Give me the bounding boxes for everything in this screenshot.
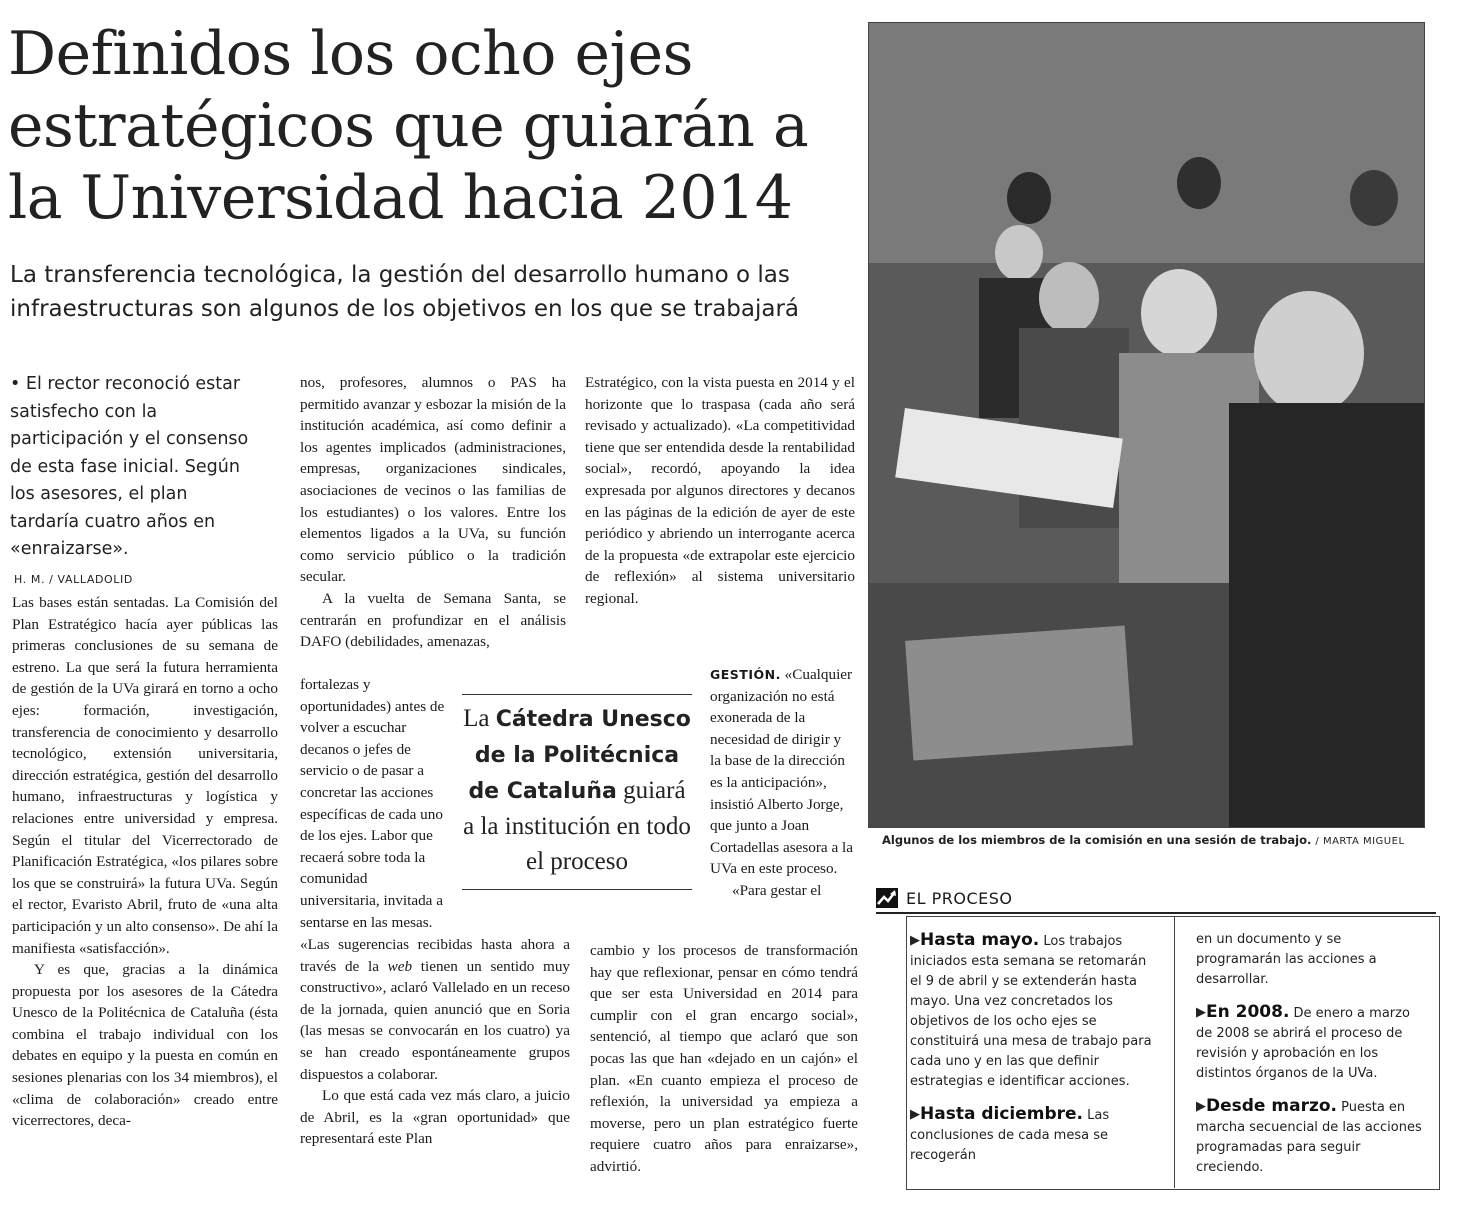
article-column-3-upper — [585, 372, 855, 610]
sidebar-column-right — [1196, 930, 1428, 1190]
web-word: web — [387, 957, 413, 975]
article-column-3-narrow — [710, 664, 855, 902]
arrow-right-icon: ▶ — [1196, 1005, 1206, 1020]
sidebar-header — [876, 888, 1436, 914]
timeline-item — [910, 930, 1160, 1092]
summary-bullet: • El rector reconoció estar satisfecho con la participación y el consenso de esta fase inicial. Según los asesores, el plan tardaría cuatro años en «enraizarse». — [10, 374, 249, 559]
meeting-photo — [868, 22, 1425, 828]
paragraph: Y es que, gracias a la dinámica propuesta por los asesores de la Cátedra Unesco de la Politécnica de Cataluña (ésta combina el trabajo individual con los debates en equipo y la puesta en común en sesiones plenarias con los 34 miembros), el «clima de colaboración» creado entre vicerrectores, deca- — [12, 961, 278, 1130]
timeline-item — [910, 1104, 1160, 1166]
article-column-1 — [12, 592, 278, 1132]
article-column-2-lower — [300, 934, 570, 1150]
timeline-item-text: Los trabajos iniciados esta semana se retomarán el 9 de abril y se extenderán hasta mayo. Una vez concretados los objetivos de los ocho ejes se constituirá una mesa de trabajo para cada uno y en las que definir estrategias e identificar acciones. — [910, 934, 1152, 1089]
byline: H. M. / VALLADOLID — [14, 573, 133, 586]
pull-quote-post: guiará a la institución en todo el proceso — [463, 777, 691, 875]
caption-text: Algunos de los miembros de la comisión en una sesión de trabajo. — [882, 833, 1312, 847]
text-run: tienen un sentido muy constructivo», aclaró Vallelado en un receso de la jornada, quien anunció que en Soria (las mesas se convocarán en los cuatro) ya se han creado espontáneamente grupos dispuestos a colaborar. — [300, 957, 571, 1083]
timeline-item-title: Hasta mayo. — [920, 930, 1040, 950]
timeline-item-title: Desde marzo. — [1206, 1096, 1337, 1116]
photo-illustration — [869, 23, 1424, 827]
article-column-2-upper — [300, 372, 566, 653]
divider — [1174, 916, 1175, 1188]
timeline-item — [1196, 1096, 1428, 1178]
paragraph: A la vuelta de Semana Santa, se centrarán en profundizar en el análisis DAFO (debilidades, amenazas, — [300, 589, 566, 651]
paragraph: Las bases están sentadas. La Comisión del Plan Estratégico hacía ayer públicas las primeras conclusiones de su semana de estreno. La que será la futura herramienta de gestión de la UVa girará en torno a ocho ejes: formación, investigación, transferencia de conocimiento y desarrollo tecnológico, extensión universitaria, dirección estratégica, gestión del desarrollo humano, infraestructuras y logística y relaciones entre universidad y empresa. Según el titular del Vicerrectorado de Planificación Estratégica, «los pilares sobre los que se construirá» la futura UVa. Según el rector, Evaristo Abril, fruto de «una alta participación y un alto consenso». De ahí la manifiesta «satisfacción». — [12, 594, 278, 957]
sidebar-title: EL PROCESO — [906, 889, 1013, 908]
paragraph: nos, profesores, alumnos o PAS ha permitido avanzar y esbozar la misión de la institución académica, así como definir a los agentes implicados (administraciones, empresas, organizaciones sindicales, asociaciones de vecinos o las familias de los estudiantes) o los valores. Entre los elementos ligados a la UVa, su función como servicio público o la tradición secular. — [300, 374, 566, 586]
paragraph: cambio y los procesos de transformación hay que reflexionar, pensar en cómo tendrá que ser esta Universidad en 2014 para cumplir con el gran encargo social», sentenció, al tiempo que aclaró que son pocas las que han «dejado en un cajón» el plan. «En cuanto empieza el proceso de reflexión, la universidad ya empieza a moverse, pero un plan estratégico fuerte requiere cuatro años para enraizarse», advirtió. — [590, 942, 858, 1175]
paragraph: fortalezas y oportunidades) antes de volver a escuchar decanos o jefes de servicio o de pasar a concretar las acciones específicas de cada uno de los ejes. Labor que recaerá sobre toda la comunidad universitaria, invitada a sentarse en las mesas. — [300, 676, 445, 931]
article-column-2-narrow — [300, 674, 450, 933]
timeline-item-text: Las conclusiones de cada mesa se recogerán — [910, 1108, 1110, 1163]
arrow-right-icon: ▶ — [910, 1107, 920, 1122]
pull-quote-bold: Cátedra Unesco de la Politécnica de Cataluña — [468, 707, 691, 804]
text-run: «Las sugerencias recibidas hasta ahora a través de la — [300, 936, 570, 975]
paragraph: Lo que está cada vez más claro, a juicio de Abril, es la «gran oportunidad» que representará este Plan — [300, 1087, 570, 1148]
timeline-item-continuation: en un documento y se programarán las acciones a desarrollar. — [1196, 932, 1377, 987]
timeline-item — [1196, 1002, 1428, 1084]
photo-caption — [882, 833, 1442, 847]
pull-quote — [462, 694, 692, 890]
paragraph — [710, 664, 855, 880]
sidebar-column-left — [910, 930, 1160, 1178]
article-column-3-lower — [590, 940, 858, 1178]
timeline-item-title: En 2008. — [1206, 1002, 1290, 1022]
timeline-item-text: De enero a marzo de 2008 se abrirá el proceso de revisión y aprobación en los distintos órganos de la UVa. — [1196, 1006, 1410, 1081]
divider — [462, 694, 692, 695]
headline: Definidos los ocho ejes estratégicos que guiarán a la Universidad hacia 2014 — [8, 19, 809, 233]
timeline-item-title: Hasta diciembre. — [920, 1104, 1084, 1124]
paragraph — [300, 934, 570, 1085]
section-lead-in: GESTIÓN. — [710, 667, 781, 682]
timeline-item-text: Puesta en marcha secuencial de las acciones programadas para seguir creciendo. — [1196, 1100, 1422, 1175]
pull-quote-pre: La — [463, 705, 496, 732]
text-run: «Cualquier organización no está exonerada de la necesidad de dirigir y la base de la dirección es la anticipación», insistió Alberto Jorge, que junto a Joan Cortadellas asesora a la UVa en este proceso. — [710, 666, 853, 878]
divider — [462, 889, 692, 890]
arrow-right-icon: ▶ — [910, 933, 920, 948]
subtitle: La transferencia tecnológica, la gestión del desarrollo humano o las infraestructuras son algunos de los objetivos en los que se trabajará — [10, 262, 800, 322]
paragraph: Estratégico, con la vista puesta en 2014 y el horizonte que lo traspasa (cada año será revisado y actualizado). «La competitividad tiene que ser entendida desde la rentabilidad social», recordó, apoyando la idea expresada por algunos directores y decanos en las páginas de la edición de ayer de este periódico y abriendo un interrogante acerca de la propuesta «de extrapolar este ejercicio de reflexión» al sistema universitario regional. — [585, 374, 855, 607]
trend-arrow-icon — [876, 888, 898, 908]
photo-credit: / MARTA MIGUEL — [1315, 836, 1405, 847]
arrow-right-icon: ▶ — [1196, 1099, 1206, 1114]
paragraph: «Para gestar el — [732, 881, 822, 899]
